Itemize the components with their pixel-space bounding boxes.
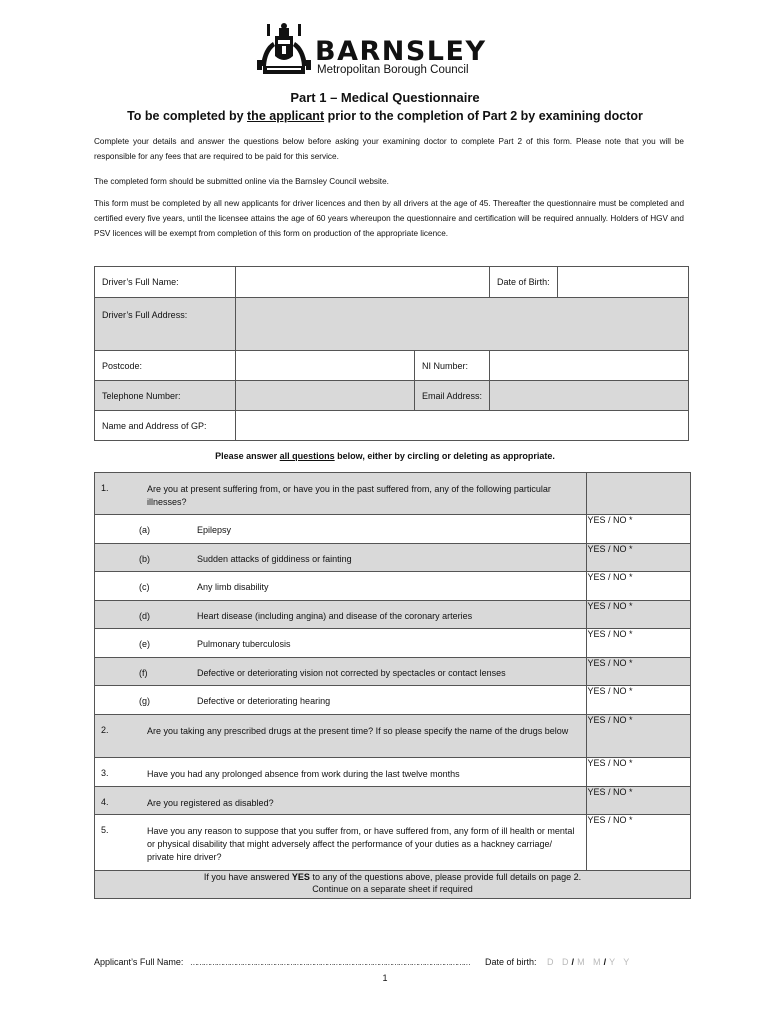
questionnaire-table (94, 472, 691, 899)
postcode-field[interactable] (235, 351, 414, 381)
dob-separator: / (603, 957, 610, 967)
question-number: 5. (101, 825, 109, 835)
council-logo-name: BARNSLEY (315, 36, 487, 67)
yes-no-answer[interactable]: YES / NO * (587, 815, 691, 871)
sub-question-label: (b) (139, 554, 150, 564)
question-text: Have you had any prolonged absence from work during the last twelve months (147, 769, 460, 779)
address-field[interactable] (235, 298, 688, 351)
page-number: 1 (382, 973, 388, 983)
dob-label: Date of Birth: (490, 267, 558, 298)
yes-no-answer[interactable]: YES / NO * (587, 515, 691, 544)
question-number: 4. (101, 797, 109, 807)
applicant-name-dots: ………………………………………………………………………………………………………………… (189, 958, 470, 967)
sub-question-row (95, 686, 691, 715)
question-text: Are you at present suffering from, or have you in the past suffered from, any of the following particular illnesses? (147, 484, 551, 507)
yes-no-answer[interactable]: YES / NO * (587, 658, 691, 686)
gp-label: Name and Address of GP: (95, 411, 236, 441)
dob-field[interactable] (557, 267, 688, 298)
question-row (95, 815, 691, 871)
sub-question-text: Any limb disability (197, 582, 269, 592)
dob-month-placeholder: M M (577, 957, 604, 967)
sub-question-label: (c) (139, 582, 150, 592)
question-text: Have you any reason to suppose that you suffer from, or have suffered from, any form of ill health or mental or physical disability that might adversely affect the performance of your duties as a hackney carriage/ private hire driver? (147, 826, 575, 862)
full-name-label: Driver’s Full Name: (95, 267, 236, 298)
dob-placeholder (547, 957, 632, 967)
eligibility-paragraph: This form must be completed by all new applicants for driver licences and then by all drivers at the age of 45. Thereafter the questionnaire must be completed and certified every five years, until the licensee attains the age of 60 years whereupon the questionnaire and certification will be required annually. Holders of HGV and PSV licences will be exempt from completion of this form on production of the appropriate licence. (94, 199, 684, 238)
sub-question-row (95, 601, 691, 629)
sub-question-row (95, 544, 691, 572)
dob-day-placeholder: D D (547, 957, 572, 967)
question-number: 3. (101, 768, 109, 778)
question-number: 1. (101, 483, 109, 493)
yes-footnote: If you have answered YES to any of the questions above, please provide full details on page 2. Continue on a separate sheet if required (95, 871, 691, 899)
sub-question-text: Defective or deteriorating hearing (197, 696, 331, 706)
question-number: 2. (101, 725, 109, 735)
sub-question-row (95, 572, 691, 601)
answer-cell-empty (587, 473, 691, 515)
sub-question-text: Epilepsy (197, 525, 232, 535)
question-row (95, 473, 691, 515)
telephone-label: Telephone Number: (95, 381, 236, 411)
ni-number-label: NI Number: (415, 351, 490, 381)
sub-question-text: Pulmonary tuberculosis (197, 639, 291, 649)
applicant-dob-label: Date of birth: (485, 957, 537, 967)
question-text: Are you taking any prescribed drugs at the present time? If so please specify the name of the drugs below (147, 726, 569, 736)
sub-question-row (95, 658, 691, 686)
ni-number-field[interactable] (490, 351, 689, 381)
yes-no-answer[interactable]: YES / NO * (587, 572, 691, 601)
gp-field[interactable] (235, 411, 688, 441)
sub-question-row (95, 629, 691, 658)
sub-question-text: Heart disease (including angina) and disease of the coronary arteries (197, 611, 473, 621)
page-subtitle: To be completed by the applicant prior to the completion of Part 2 by examining doctor (127, 109, 643, 123)
yes-no-answer[interactable]: YES / NO * (587, 787, 691, 815)
coat-of-arms-icon (255, 22, 313, 78)
dob-separator: / (571, 957, 578, 967)
yes-no-answer[interactable]: YES / NO * (587, 715, 691, 758)
footnote-row (95, 871, 691, 899)
intro-paragraph: Complete your details and answer the questions below before asking your examining doctor to complete Part 2 of this form. Please note that you will be responsible for any fees that are required to be paid for this service. (94, 137, 684, 161)
sub-question-label: (d) (139, 611, 150, 621)
council-logo-subtitle: Metropolitan Borough Council (317, 64, 469, 76)
council-logo (255, 22, 517, 78)
sub-question-label: (e) (139, 639, 150, 649)
yes-no-answer[interactable]: YES / NO * (587, 686, 691, 715)
yes-no-answer[interactable]: YES / NO * (587, 601, 691, 629)
question-row (95, 787, 691, 815)
applicant-name-label: Applicant’s Full Name: (94, 957, 184, 967)
email-label: Email Address: (415, 381, 490, 411)
telephone-field[interactable] (235, 381, 414, 411)
applicant-name-line[interactable] (94, 957, 469, 967)
answer-instruction: Please answer all questions below, either by circling or deleting as appropriate. (215, 451, 555, 461)
postcode-label: Postcode: (95, 351, 236, 381)
yes-no-answer[interactable]: YES / NO * (587, 629, 691, 658)
question-row (95, 715, 691, 758)
yes-no-answer[interactable]: YES / NO * (587, 758, 691, 787)
sub-question-text: Defective or deteriorating vision not corrected by spectacles or contact lenses (197, 668, 506, 678)
yes-no-answer[interactable]: YES / NO * (587, 544, 691, 572)
sub-question-label: (a) (139, 525, 150, 535)
applicant-dob-line[interactable] (485, 957, 632, 967)
sub-question-label: (f) (139, 668, 148, 678)
sub-question-text: Sudden attacks of giddiness or fainting (197, 554, 352, 564)
page-title: Part 1 – Medical Questionnaire (290, 90, 480, 105)
email-field[interactable] (490, 381, 689, 411)
question-text: Are you registered as disabled? (147, 798, 274, 808)
sub-question-label: (g) (139, 696, 150, 706)
question-row (95, 758, 691, 787)
driver-details-table (94, 266, 689, 441)
submission-paragraph: The completed form should be submitted online via the Barnsley Council website. (94, 177, 389, 186)
sub-question-row (95, 515, 691, 544)
dob-year-placeholder: Y Y (609, 957, 633, 967)
address-label: Driver’s Full Address: (95, 298, 236, 351)
full-name-field[interactable] (235, 267, 489, 298)
